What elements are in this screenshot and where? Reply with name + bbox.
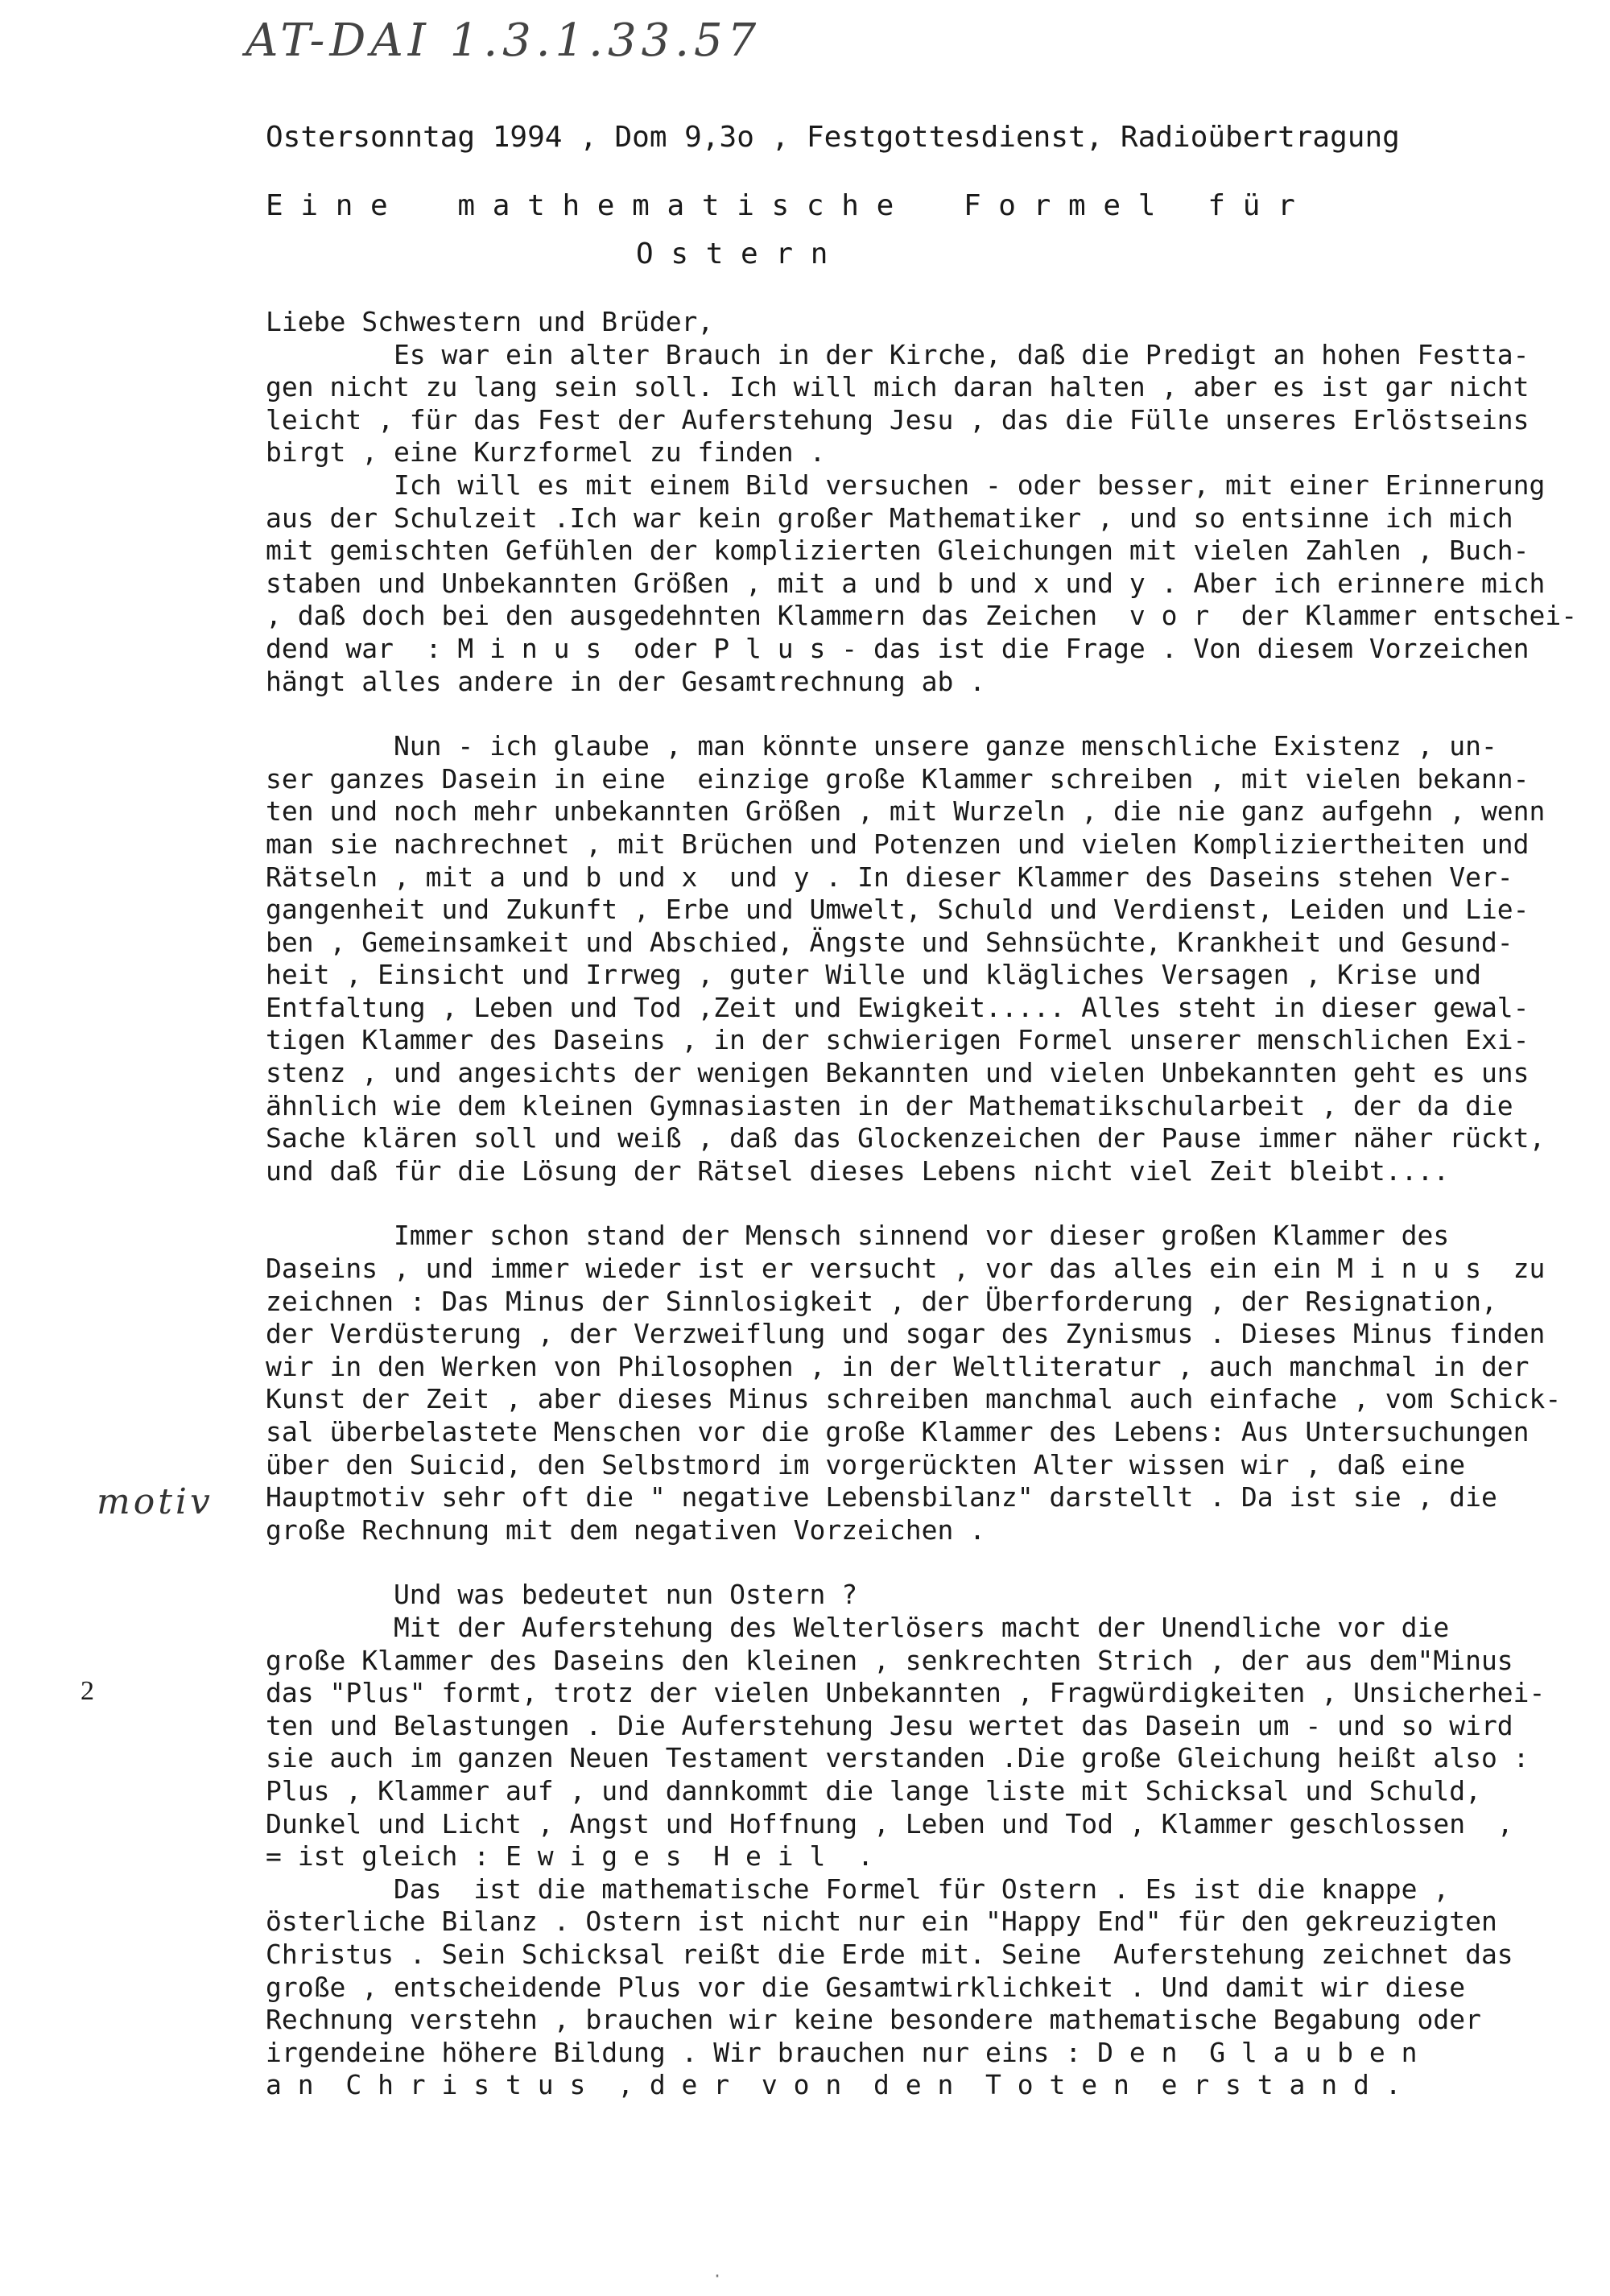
text-line: über den Suicid, den Selbstmord im vorgerückten Alter wissen wir , daß eine <box>266 1448 1466 1480</box>
text-line: Plus , Klammer auf , und dannkommt die lange liste mit Schicksal und Schuld, <box>266 1774 1481 1807</box>
text-line: tigen Klammer des Daseins , in der schwierigen Formel unserer menschlichen Exi- <box>266 1024 1530 1056</box>
text-line: , daß doch bei den ausgedehnten Klammern das Zeichen v o r der Klammer entschei- <box>266 600 1578 632</box>
text-line: Mit der Auferstehung des Welterlösers macht der Unendliche vor die <box>266 1611 1450 1643</box>
text-line: a n C h r i s t u s , d e r v o n d e n T o t e n e r s t a n d . <box>266 2069 1402 2101</box>
text-line: große Klammer des Daseins den kleinen , senkrechten Strich , der aus dem"Minus <box>266 1644 1513 1676</box>
text-line: große , entscheidende Plus vor die Gesamtwirklichkeit . Und damit wir diese <box>266 1971 1466 2003</box>
title-line-1: E i n e m a t h e m a t i s c h e F o r m e l f ü r <box>266 189 1295 222</box>
paragraph-gap <box>266 1187 1570 1220</box>
text-line: irgendeine höhere Bildung . Wir brauchen nur eins : D e n G l a u b e n <box>266 2036 1418 2068</box>
page-number: 2 <box>80 1676 94 1706</box>
text-line: Nun - ich glaube , man könnte unsere ganze menschliche Existenz , un- <box>266 730 1497 762</box>
text-line: das "Plus" formt, trotz der vielen Unbekannten , Fragwürdigkeiten , Unsicherhei- <box>266 1677 1546 1709</box>
paragraph-gap <box>266 1546 1570 1579</box>
text-line: stenz , und angesichts der wenigen Bekannten und vielen Unbekannten geht es uns <box>266 1057 1530 1089</box>
paragraph <box>266 1579 1570 2102</box>
text-line: = ist gleich : E w i g e s H e i l . <box>266 1840 873 1873</box>
text-line: Hauptmotiv sehr oft die " negative Lebensbilanz" darstellt . Da ist sie , die <box>266 1481 1497 1513</box>
text-line: Ich will es mit einem Bild versuchen - oder besser, mit einer Erinnerung <box>266 469 1546 501</box>
text-line: dend war : M i n u s oder P l u s - das ist die Frage . Von diesem Vorzeichen <box>266 632 1530 664</box>
text-line: Sache klären soll und weiß , daß das Glockenzeichen der Pause immer näher rückt, <box>266 1122 1546 1154</box>
text-line: Kunst der Zeit , aber dieses Minus schreiben manchmal auch einfache , vom Schick- <box>266 1383 1562 1415</box>
text-line: gen nicht zu lang sein soll. Ich will mich daran halten , aber es ist gar nicht <box>266 371 1530 403</box>
text-line: sal überbelastete Menschen vor die große Klammer des Lebens: Aus Untersuchungen <box>266 1416 1530 1447</box>
text-line: ähnlich wie dem kleinen Gymnasiasten in der Mathematikschularbeit , der da die <box>266 1089 1513 1121</box>
text-line: man sie nachrechnet , mit Brüchen und Potenzen und vielen Kompliziertheiten und <box>266 828 1530 860</box>
text-line: Und was bedeutet nun Ostern ? <box>266 1579 858 1611</box>
margin-note-handwritten: motiv <box>97 1481 213 1522</box>
text-line: birgt , eine Kurzformel zu finden . <box>266 436 826 469</box>
text-line: Es war ein alter Brauch in der Kirche, daß die Predigt an hohen Festta- <box>266 338 1530 370</box>
text-line: Daseins , und immer wieder ist er versucht , vor das alles ein ein M i n u s zu <box>266 1253 1546 1285</box>
paragraph <box>266 306 1578 698</box>
text-line: ben , Gemeinsamkeit und Abschied, Ängste und Sehnsüchte, Krankheit und Gesund- <box>266 926 1513 958</box>
text-line: zeichnen : Das Minus der Sinnlosigkeit , der Überforderung , der Resignation, <box>266 1285 1497 1317</box>
text-line: österliche Bilanz . Ostern ist nicht nur ein "Happy End" für den gekreuzigten <box>266 1906 1497 1938</box>
text-line: Rätseln , mit a und b und x und y . In dieser Klammer des Daseins stehen Ver- <box>266 861 1513 893</box>
text-line: Immer schon stand der Mensch sinnend vor dieser großen Klammer des <box>266 1220 1450 1252</box>
text-line: heit , Einsicht und Irrweg , guter Wille und klägliches Versagen , Krise und <box>266 959 1481 991</box>
paragraph <box>266 1220 1570 1546</box>
archive-id-handwritten: AT-DAI 1.3.1.33.57 <box>246 14 762 67</box>
text-line: große Rechnung mit dem negativen Vorzeichen . <box>266 1513 986 1546</box>
text-line: hängt alles andere in der Gesamtrechnung ab . <box>266 665 986 697</box>
text-line: gangenheit und Zukunft , Erbe und Umwelt, Schuld und Verdienst, Leiden und Lie- <box>266 894 1530 926</box>
text-line: Rechnung verstehn , brauchen wir keine besondere mathematische Begabung oder <box>266 2004 1481 2036</box>
text-line: ten und Belastungen . Die Auferstehung Jesu wertet das Dasein um - und so wird <box>266 1709 1513 1741</box>
text-line: wir in den Werken von Philosophen , in der Weltliteratur , auch manchmal in der <box>266 1350 1530 1382</box>
sermon-body <box>266 306 1578 2102</box>
text-line: staben und Unbekannten Größen , mit a und b und x und y . Aber ich erinnere mich <box>266 567 1546 599</box>
text-line: aus der Schulzeit .Ich war kein großer Mathematiker , und so entsinne ich mich <box>266 502 1513 534</box>
text-line: ser ganzes Dasein in eine einzige große Klammer schreiben , mit vielen bekann- <box>266 762 1530 795</box>
text-line: Christus . Sein Schicksal reißt die Erde mit. Seine Auferstehung zeichnet das <box>266 1938 1513 1970</box>
paragraph-gap <box>266 698 1570 730</box>
text-line: der Verdüsterung , der Verzweiflung und sogar des Zynismus . Dieses Minus finden <box>266 1318 1546 1350</box>
text-line: leicht , für das Fest der Auferstehung Jesu , das die Fülle unseres Erlöstseins <box>266 403 1530 436</box>
text-line: mit gemischten Gefühlen der komplizierten Gleichungen mit vielen Zahlen , Buch- <box>266 535 1530 567</box>
text-line: Das ist die mathematische Formel für Ostern . Es ist die knappe , <box>266 1873 1450 1905</box>
scan-mark: · <box>712 2266 723 2286</box>
sermon-header: Ostersonntag 1994 , Dom 9,3o , Festgottesdienst, Radioübertragung <box>266 121 1400 154</box>
title-line-2: O s t e r n <box>636 237 828 270</box>
text-line: Dunkel und Licht , Angst und Hoffnung , Leben und Tod , Klammer geschlossen , <box>266 1807 1513 1840</box>
text-line: Entfaltung , Leben und Tod ,Zeit und Ewigkeit..... Alles steht in dieser gewal- <box>266 991 1530 1023</box>
text-line: Liebe Schwestern und Brüder, <box>266 306 714 337</box>
text-line: und daß für die Lösung der Rätsel dieses Lebens nicht viel Zeit bleibt.... <box>266 1154 1450 1187</box>
text-line: sie auch im ganzen Neuen Testament verstanden .Die große Gleichung heißt also : <box>266 1742 1530 1774</box>
text-line: ten und noch mehr unbekannten Größen , mit Wurzeln , die nie ganz aufgehn , wenn <box>266 795 1546 828</box>
paragraph <box>266 730 1570 1187</box>
